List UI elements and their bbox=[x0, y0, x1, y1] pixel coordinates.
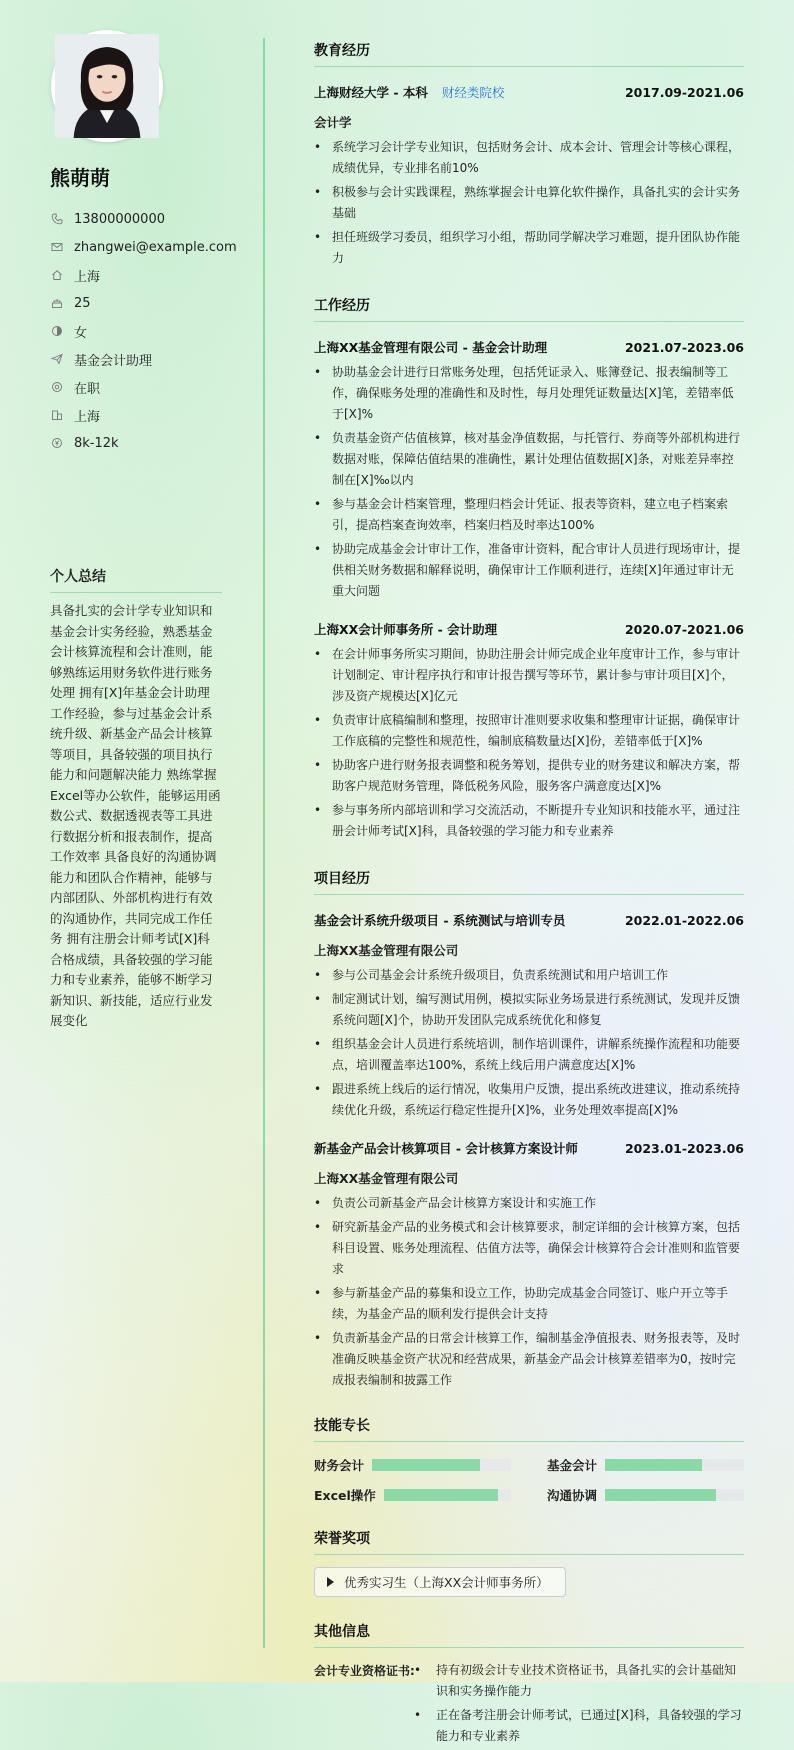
list-item: • 协助客户进行财务报表调整和税务筹划，提供专业的财务建议和解决方案，帮助客户规范财务管理，降低税务风险，服务客户满意度达[X]% bbox=[314, 755, 744, 797]
other-bullets bbox=[414, 1660, 744, 1750]
info-email bbox=[50, 233, 250, 261]
list-item: • 积极参与会计实践课程，熟练掌握会计电算化软件操作，具备扎实的会计实务基础 bbox=[314, 182, 744, 224]
status-icon bbox=[50, 380, 64, 394]
list-item: • 正在备考注册会计师考试，已通过[X]科，具备较强的学习能力和专业素养 bbox=[414, 1705, 744, 1747]
education-title: 教育经历 bbox=[314, 40, 744, 67]
award-label: 优秀实习生（上海XX会计师事务所） bbox=[344, 1575, 549, 1590]
info-gender bbox=[50, 317, 250, 345]
info-status bbox=[50, 373, 250, 401]
projects-section bbox=[314, 868, 744, 1391]
mail-icon bbox=[50, 240, 64, 254]
skill-bar bbox=[384, 1489, 511, 1501]
info-position-text: 基金会计助理 bbox=[74, 353, 153, 369]
skill-bar-fill bbox=[372, 1459, 480, 1471]
list-item: • 参与基金会计档案管理，整理归档会计凭证、报表等资料，建立电子档案索引，提高档案查询效率，档案归档及时率达100% bbox=[314, 494, 744, 536]
summary-section bbox=[50, 566, 222, 1032]
education-bullets bbox=[314, 137, 744, 269]
skill-bar bbox=[372, 1459, 511, 1471]
education-section bbox=[314, 40, 744, 269]
skill-item bbox=[547, 1486, 744, 1504]
job-head bbox=[314, 338, 744, 356]
education-head bbox=[314, 83, 744, 101]
list-item: • 负责新基金产品的日常会计核算工作，编制基金净值报表、财务报表等，及时准确反映基金资产状况和经营成果，新基金产品会计核算差错率为0，按时完成报表编制和披露工作 bbox=[314, 1328, 744, 1391]
job-head bbox=[314, 620, 744, 638]
info-phone bbox=[50, 205, 250, 233]
work-section bbox=[314, 295, 744, 842]
skill-name: 基金会计 bbox=[547, 1458, 598, 1473]
summary-text: 具备扎实的会计学专业知识和基金会计实务经验，熟悉基金会计核算流程和会计准则，能够熟练运用财务软件进行账务处理 拥有[X]年基金会计助理工作经验，参与过基金会计系统升级、新基金产品会计核算等项目，具备较强的项目执行能力和问题解决能力 熟练掌握Excel等办公软件，能够运用函数公式、数据透视表等工具进行数据分析和报表制作，提高工作效率 具备良好的沟通协调能力和团队合作精神，能够与内部团队、外部机构进行有效的沟通协作，共同完成工作任务 拥有注册会计师考试[X]科合格成绩，具备较强的学习能力和专业素养，能够不断学习新知识、新技能，适应行业发展变化 bbox=[50, 603, 221, 1028]
list-item: • 跟进系统上线后的运行情况，收集用户反馈，提出系统改进建议，推动系统持续优化升级，系统运行稳定性提升[X]%，业务处理效率提高[X]% bbox=[314, 1079, 744, 1121]
project-bullets bbox=[314, 1193, 744, 1391]
project-head bbox=[314, 911, 744, 929]
list-item: • 负责基金资产估值核算，核对基金净值数据，与托管行、券商等外部机构进行数据对账，保障估值结果的准确性，累计处理估值数据[X]条，对账差异率控制在[X]‰以内 bbox=[314, 428, 744, 491]
info-phone-text: 13800000000 bbox=[74, 211, 165, 227]
info-city bbox=[50, 401, 250, 429]
info-age bbox=[50, 289, 250, 317]
list-item: • 制定测试计划，编写测试用例，模拟实际业务场景进行系统测试，发现并反馈系统问题[X]个，协助开发团队完成系统优化和修复 bbox=[314, 989, 744, 1031]
job-period: 2021.07-2023.06 bbox=[624, 340, 744, 355]
building-icon bbox=[50, 408, 64, 422]
list-item: • 担任班级学习委员，组织学习小组，帮助同学解决学习难题，提升团队协作能力 bbox=[314, 227, 744, 269]
project-title: 基金会计系统升级项目 - 系统测试与培训专员 bbox=[314, 913, 566, 928]
job-period: 2020.07-2021.06 bbox=[624, 622, 744, 637]
list-item: • 参与新基金产品的募集和设立工作，协助完成基金合同签订、账户开立等手续，为基金产品的顺利发行提供会计支持 bbox=[314, 1283, 744, 1325]
skill-item bbox=[314, 1456, 511, 1474]
other-row bbox=[314, 1660, 744, 1750]
education-period: 2017.09-2021.06 bbox=[624, 85, 744, 100]
skill-bar bbox=[605, 1459, 744, 1471]
sidebar bbox=[50, 30, 250, 457]
job-title: 上海XX基金管理有限公司 - 基金会计助理 bbox=[314, 340, 548, 355]
list-item: • 组织基金会计人员进行系统培训，制作培训课件，讲解系统操作流程和功能要点，培训覆盖率达100%，系统上线后用户满意度达[X]% bbox=[314, 1034, 744, 1076]
age-icon bbox=[50, 296, 64, 310]
projects-title: 项目经历 bbox=[314, 868, 744, 895]
info-gender-text: 女 bbox=[74, 325, 88, 341]
list-item: • 系统学习会计学专业知识，包括财务会计、成本会计、管理会计等核心课程，成绩优异，专业排名前10% bbox=[314, 137, 744, 179]
project-org: 上海XX基金管理有限公司 bbox=[314, 943, 459, 958]
send-icon bbox=[50, 352, 64, 366]
school-name: 上海财经大学 - 本科 bbox=[314, 85, 428, 100]
list-item: • 研究新基金产品的业务模式和会计核算要求，制定详细的会计核算方案，包括科目设置、账务处理流程、估值方法等，确保会计核算符合会计准则和监管要求 bbox=[314, 1217, 744, 1280]
work-title: 工作经历 bbox=[314, 295, 744, 322]
school-tag: 财经类院校 bbox=[441, 85, 505, 100]
skill-bar-fill bbox=[605, 1459, 702, 1471]
list-item: • 参与公司基金会计系统升级项目，负责系统测试和用户培训工作 bbox=[314, 965, 744, 986]
skills-section bbox=[314, 1415, 744, 1504]
honors-section bbox=[314, 1528, 744, 1597]
skill-bar-fill bbox=[605, 1489, 716, 1501]
main-column bbox=[314, 40, 744, 1750]
job-bullets bbox=[314, 362, 744, 602]
column-divider bbox=[263, 38, 265, 1648]
avatar bbox=[51, 30, 163, 142]
skill-name: Excel操作 bbox=[314, 1488, 376, 1503]
list-item: • 负责审计底稿编制和整理，按照审计准则要求收集和整理审计证据，确保审计工作底稿的完整性和规范性，编制底稿数量达[X]份，差错率低于[X]% bbox=[314, 710, 744, 752]
skill-item bbox=[314, 1486, 511, 1504]
job-title: 上海XX会计师事务所 - 会计助理 bbox=[314, 622, 498, 637]
info-location bbox=[50, 261, 250, 289]
list-item: • 参与事务所内部培训和学习交流活动，不断提升专业知识和技能水平，通过注册会计师考试[X]科，具备较强的学习能力和专业素养 bbox=[314, 800, 744, 842]
other-section bbox=[314, 1621, 744, 1750]
skill-name: 沟通协调 bbox=[547, 1488, 598, 1503]
info-position bbox=[50, 345, 250, 373]
salary-icon bbox=[50, 436, 64, 450]
skill-bar bbox=[605, 1489, 744, 1501]
list-item: • 协助完成基金会计审计工作，准备审计资料，配合审计人员进行现场审计，提供相关财务数据和解释说明，确保审计工作顺利进行，连续[X]年通过审计无重大问题 bbox=[314, 539, 744, 602]
list-item: • 负责公司新基金产品会计核算方案设计和实施工作 bbox=[314, 1193, 744, 1214]
project-title: 新基金产品会计核算项目 - 会计核算方案设计师 bbox=[314, 1141, 578, 1156]
play-icon bbox=[327, 1577, 334, 1587]
project-org: 上海XX基金管理有限公司 bbox=[314, 1171, 459, 1186]
education-major: 会计学 bbox=[314, 115, 352, 130]
info-status-text: 在职 bbox=[74, 381, 101, 397]
project-period: 2023.01-2023.06 bbox=[624, 1141, 744, 1156]
info-salary bbox=[50, 429, 250, 457]
award-item[interactable] bbox=[314, 1567, 566, 1597]
list-item: • 在会计师事务所实习期间，协助注册会计师完成企业年度审计工作，参与审计计划制定、审计程序执行和审计报告撰写等环节，累计参与审计项目[X]个，涉及资产规模达[X]亿元 bbox=[314, 644, 744, 707]
info-city-text: 上海 bbox=[74, 409, 101, 425]
project-head bbox=[314, 1139, 744, 1157]
info-age-text: 25 bbox=[74, 295, 91, 311]
phone-icon bbox=[50, 212, 64, 226]
honors-title: 荣誉奖项 bbox=[314, 1528, 744, 1555]
job-bullets bbox=[314, 644, 744, 842]
gender-icon bbox=[50, 324, 64, 338]
avatar-photo bbox=[55, 34, 159, 138]
skills-grid bbox=[314, 1456, 744, 1504]
other-label: 会计专业资格证书: bbox=[314, 1664, 415, 1678]
skill-name: 财务会计 bbox=[314, 1458, 365, 1473]
list-item: • 协助基金会计进行日常账务处理，包括凭证录入、账簿登记、报表编制等工作，确保账务处理的准确性和及时性，每月处理凭证数量达[X]笔，差错率低于[X]% bbox=[314, 362, 744, 425]
project-period: 2022.01-2022.06 bbox=[624, 913, 744, 928]
project-bullets bbox=[314, 965, 744, 1121]
candidate-name: 熊萌萌 bbox=[50, 166, 110, 190]
other-title: 其他信息 bbox=[314, 1621, 744, 1648]
list-item: • 持有初级会计专业技术资格证书，具备扎实的会计基础知识和实务操作能力 bbox=[414, 1660, 744, 1702]
info-location-text: 上海 bbox=[74, 269, 101, 285]
skill-bar-fill bbox=[384, 1489, 498, 1501]
info-email-text: zhangwei@example.com bbox=[74, 239, 237, 255]
skill-item bbox=[547, 1456, 744, 1474]
summary-title: 个人总结 bbox=[50, 566, 222, 593]
skills-title: 技能专长 bbox=[314, 1415, 744, 1442]
home-icon bbox=[50, 268, 64, 282]
info-salary-text: 8k-12k bbox=[74, 435, 119, 451]
